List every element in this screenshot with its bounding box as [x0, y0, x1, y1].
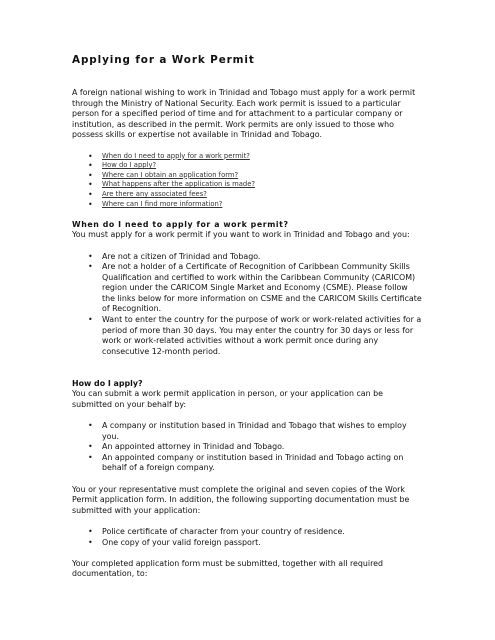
list-item: • An appointed company or institution based in Trinidad and Tobago acting on behalf of a foreign company.	[72, 453, 422, 474]
toc-item[interactable]	[72, 200, 422, 210]
toc-link-how[interactable]: How do I apply?	[102, 161, 157, 170]
list-item: • An appointed attorney in Trinidad and Tobago.	[72, 442, 422, 453]
intro-paragraph: A foreign national wishing to work in Trinidad and Tobago must apply for a work permit through the Ministry of National Security. Each work permit is issued to a particular person for a specified period of time and for attachment to a particular company or institution, as described in the permit. Work permits are only issued to those who possess skills or expertise not available in Trinidad and Tobago.	[72, 88, 416, 140]
toc-link-fees[interactable]: Are there any associated fees?	[102, 189, 207, 198]
when-list	[72, 252, 422, 358]
table-of-contents	[72, 152, 422, 210]
toc-item[interactable]	[72, 152, 422, 162]
list-item: • One copy of your valid foreign passport.	[72, 538, 422, 549]
toc-item[interactable]	[72, 190, 422, 200]
how-paragraph: You can submit a work permit application in person, or your application can be submitted on your behalf by:	[72, 389, 383, 409]
toc-item[interactable]	[72, 161, 422, 171]
page-title: Applying for a Work Permit	[72, 54, 255, 66]
toc-link-when[interactable]: When do I need to apply for a work permit?	[102, 151, 250, 160]
toc-link-info[interactable]: Where can I find more information?	[102, 199, 223, 208]
when-paragraph: You must apply for a work permit if you want to work in Trinidad and Tobago and you:	[72, 230, 410, 240]
how-paragraph-2: You or your representative must complete the original and seven copies of the Work Permit application form. In addition, the following supporting documentation must be submitted with your application:	[72, 484, 410, 515]
documents-list	[72, 527, 422, 548]
how-paragraph-3: Your completed application form must be submitted, together with all required documentation, to:	[72, 558, 384, 579]
how-list	[72, 421, 422, 474]
section-heading-how: How do I apply?	[72, 378, 143, 388]
document-content	[72, 54, 422, 580]
list-item: • Want to enter the country for the purpose of work or work-related activities for a period of more than 30 days. You may enter the country for 30 days or less for work or work-related activities without a work permit once during any consecutive 12-month period.	[72, 315, 422, 357]
toc-item[interactable]	[72, 180, 422, 190]
toc-link-after[interactable]: What happens after the application is made?	[102, 180, 255, 189]
toc-link-form[interactable]: Where can I obtain an application form?	[102, 170, 239, 179]
list-item: • Are not a citizen of Trinidad and Tobago.	[72, 252, 422, 263]
list-item: • Are not a holder of a Certificate of Recognition of Caribbean Community Skills Qualification and certified to work within the Caribbean Community (CARICOM) region under the CARICOM Single Market and Economy (CSME). Please follow the links below for more information on CSME and the CARICOM Skills Certificate of Recognition.	[72, 262, 422, 315]
list-item: • Police certificate of character from your country of residence.	[72, 527, 422, 538]
toc-item[interactable]	[72, 171, 422, 181]
list-item: • A company or institution based in Trinidad and Tobago that wishes to employ you.	[72, 421, 422, 442]
section-heading-when: When do I need to apply for a work permit?	[72, 219, 289, 229]
